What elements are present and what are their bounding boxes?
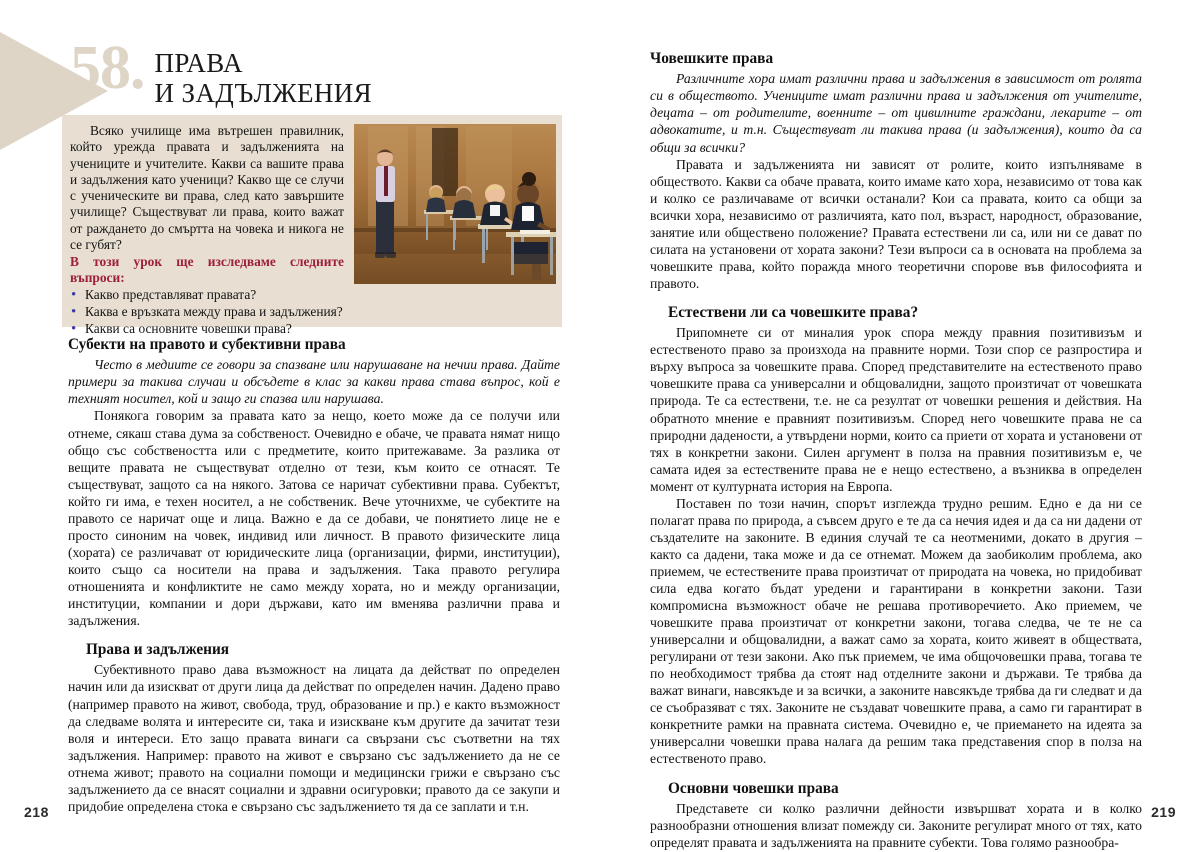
right-body-paragraph-4: Представете си колко различни дейности извършват хората и в колко разнообразни отношения влизат помежду си. Законите регулират много от тях, като определят правата и задълженията на правните субекти. Това голямо разнообра- [650,800,1142,850]
left-body-paragraph-2: Субективното право дава възможност на лицата да действат по определен начин или да изискват от други лица да действат по определен начин. Дадено право (например правото на живот, свобода, труд, образование и пр.) е както възможност да следваме волята и интересите си, така и изискване към другите да зачитат тези воля и интереси. Ето защо правата винаги са свързани със съответни на тях задължения. Например: правото на живот е свързано със задължението да не се отнема живот; правото на социални помощи и медицински грижи е свързано със задължението да се внасят социални и здравни осигуровки; правото да се закупи и придобие определена стока е свързано със задължението тя да се заплати и т.н. [68,662,560,814]
right-intro-italic-paragraph: Различните хора имат различни права и задължения в зависимост от ролята си в обществото. Учениците имат различни права и задължения от учителите, децата – от родителите, военните – от цивилните граждани, лекарите – от адвокатите, и т.н. Съществуват ли такива права (и задължения), които да са общи за всички? [650,71,1142,155]
classroom-photo-illustration [354,124,556,284]
intro-text-block [70,119,348,337]
left-intro-italic-paragraph: Често в медиите се говори за спазване или нарушаване на нечии права. Дайте примери за такива случаи и обсъдете в клас за какви права става въпрос, кой е техният носител, кой и защо ги спазва или нарушава. [68,357,560,407]
right-body-paragraph-2: Припомнете си от миналия урок спора между правния позитивизъм и естественото право за произхода на правните норми. Този спор се разпростира и върху въпроса за човешките права. Според представителите на естественото право човешките права са универсални и общовалидни, защото произтичат от човешката природа. Те са естествени, т.е. не са резултат от човешки решения и действия. На обратното мнение е правният позитивизъм. Според него човешките права не са природни дадености, а утвърдени норми, които са приети от хората и установени от тях в конкретни закони. Силен аргумент в полза на правния позитивизъм е, че самата идея за естествените права не е нещо естествено, а възниква в определен момент от културната история на Европа. [650,325,1142,494]
right-body-paragraph-1: Правата и задълженията ни зависят от ролите, които изпълняваме в обществото. Какви са обаче правата, които имаме като хора, независимо от това как и колко се различаваме от всички останали? Кои са правата, които са общи за всички хора, независимо от различията, като пол, възраст, народност, образование, занятие или обществено положение? Правата естествени ли са, или ни се дават по силата на установени от хората закони? Тези въпроси са в основата на проблема за човешките права, който поражда много теоретични спорове във философията и правото. [650,156,1142,291]
intro-prompt: В този урок ще изследваме следните въпроси: [70,254,344,286]
section-heading-subjects: Субекти на правото и субективни права [68,336,346,353]
section-heading-human-rights: Човешките права [650,50,774,67]
intro-lead-paragraph: Всяко училище има вътрешен правилник, който урежда правата и задълженията на учениците и учителите. Какви са вашите права и задължения като ученици? Какво ще се случи с ученическите ви права, след като завършите училище? Съществуват ли права, които важат от раждането до смъртта на човека и никога не се губят? [70,123,344,252]
left-column [68,336,560,815]
section-heading-rights-duties: Права и задължения [86,641,230,659]
page-number-left: 218 [24,804,49,820]
page-number-right: 219 [1151,804,1176,820]
page-title [155,40,373,108]
right-column [650,50,1142,851]
chapter-title-line-1: ПРАВА [154,48,243,78]
classroom-photo [354,124,556,284]
section-heading-natural-rights: Естествени ли са човешките права? [668,303,919,321]
chapter-header [70,34,590,109]
left-body-paragraph-1: Понякога говорим за правата като за нещо, което може да се получи или отнеме, сякаш става дума за собственост. Очевидно е обаче, че правата нямат нищо общо със собствеността или с предметите, които притежаваме. За разлика от вещите правата не съществуват отделно от тези, към които се отнасят. Те съществуват, защото са на някого. Затова се наричат субективни права. Субектът, който ги има, е техен носител, а не собственик. Вече уточнихме, че субектите на правото се наричат още и лица. Важно е да се добави, че понятието лице не е просто синоним на човек, индивид или личност. В правото физическите лица (хората) се различават от юридическите лица (организации, фирми, институции), които също са носители на права и задължения. Така правото регулира отношенията и конфликтите не само между хората, но и между организации, институции, компании и дори държави, като им вменява различни права и задължения. [68,408,560,629]
list-item: • Какви са основните човешки права? [70,321,344,338]
section-heading-basic-human-rights: Основни човешки права [668,779,839,797]
list-item: • Каква е връзката между права и задължения? [70,304,344,321]
intro-question-list [70,287,344,338]
chapter-number: 58. [70,34,145,102]
intro-box [62,115,562,337]
chapter-title-line-2: И ЗАДЪЛЖЕНИЯ [154,78,373,109]
right-body-paragraph-3: Поставен по този начин, спорът изглежда трудно решим. Едно е да ни се полагат права по природа, а съвсем друго е те да са нечия идея и да са ни дадени от създателите на законите. В единия случай те са неотменими, докато в другия – както са дадени, така може и да се отнемат. Можем да заобиколим проблема, ако приемем, че естествените права произтичат от природата на човека, но придобиват сила едва когато бъдат уредени и гарантирани в конкретни закони. Тази компромисна възможност обаче не решава противоречието. Ако приемем, че човешките права произтичат от конкретни закони, тогава следва, че те не са универсални и общовалидни, а важат само за хората, които живеят в обществата, регулирани от тези закони. Ако пък приемем, че има общочовешки права, тогава те по необходимост трябва да стоят над отделните закони и държави. Те трябва да важат винаги, навсякъде и за всички, а законите навсякъде трябва да ги следват и да се съобразяват с тях. Законите не създават човешките права, а само ги гарантират в конкретните рамки на правната система. Очевидно е, че приемането на идеята за универсални човешки права налага да решим така представения спор в полза на естественото право. [650,495,1142,767]
list-item: • Какво представляват правата? [70,287,344,304]
